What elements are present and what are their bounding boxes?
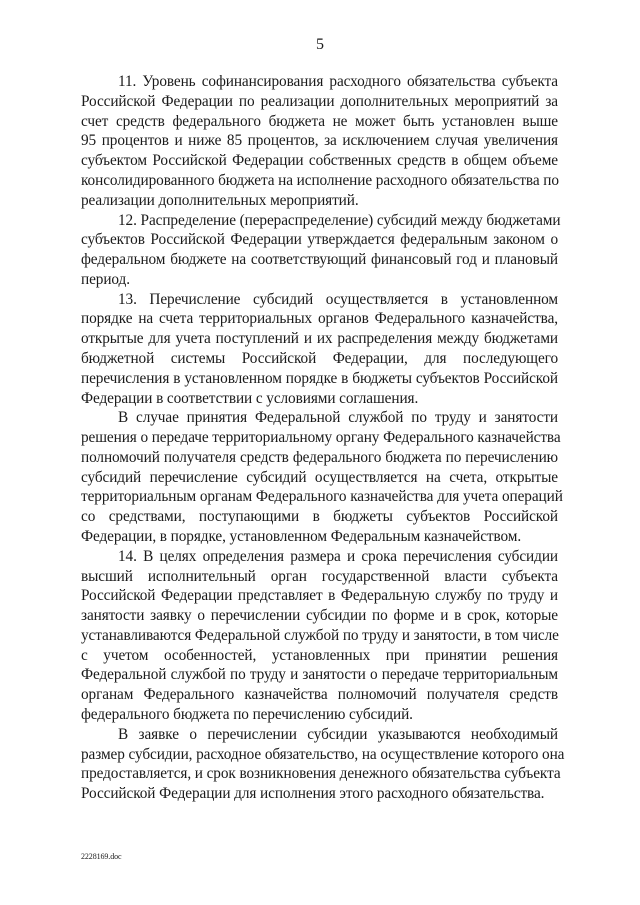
text-line: 14. В целях определения размера и срока перечисления субсидии [118, 547, 558, 565]
text-line: бюджетной системы Российской Федерации, для последующего [81, 349, 558, 367]
text-line: Федерации, в порядке, установленном Федеральным казначейством. [81, 527, 522, 545]
text-line: открытые для учета поступлений и их распределения между бюджетами [81, 330, 558, 348]
footer-filename: 2228169.doc [81, 852, 122, 861]
text-line: высший исполнительный орган государственной власти субъекта [81, 567, 558, 585]
text-line: перечисления в установленном порядке в бюджеты субъектов Российской [81, 369, 558, 387]
text-line: предоставляется, и срок возникновения денежного обязательства субъекта [81, 765, 561, 783]
text-line: период. [81, 270, 130, 288]
text-line: федеральном бюджете на соответствующий финансовый год и плановый [81, 251, 558, 268]
text-line: консолидированного бюджета на исполнение расходного обязательства по [81, 171, 559, 189]
text-line: со средствами, поступающими в бюджеты субъектов Российской [81, 508, 558, 526]
text-line: субсидий перечисление субсидий осуществляется на счета, открытые [81, 468, 558, 486]
text-line: 13. Перечисление субсидий осуществляется в установленном [118, 290, 558, 308]
text-line: территориальным органам Федерального казначейства для учета операций [81, 488, 563, 506]
text-line: субъектом Российской Федерации собственных средств в общем объеме [81, 152, 558, 170]
text-line: устанавливаются Федеральной службой по труду и занятости, в том числе [81, 626, 559, 644]
text-line: субъектов Российской Федерации утверждается федеральным законом о [81, 231, 558, 249]
text-line: 11. Уровень софинансирования расходного обязательства субъекта [118, 73, 558, 90]
text-line: Российской Федерации для исполнения этого расходного обязательства. [81, 785, 545, 803]
text-line: с учетом особенностей, установленных при принятии решения [81, 646, 558, 664]
text-line: решения о передаче территориальному органу Федерального казначейства [81, 429, 561, 446]
text-line: органам Федерального казначейства полномочий получателя средств [81, 686, 558, 704]
text-line: полномочий получателя средств федерального бюджета по перечислению [81, 448, 558, 466]
page-number: 5 [316, 36, 324, 53]
text-line: счет средств федерального бюджета не может быть установлен выше [81, 112, 558, 130]
text-line: Российской Федерации представляет в Федеральную службу по труду и [81, 587, 558, 605]
text-line: реализации дополнительных мероприятий. [81, 191, 359, 209]
text-line: В случае принятия Федеральной службой по труду и занятости [118, 409, 558, 427]
text-line: Федерации в соответствии с условиями соглашения. [81, 389, 419, 407]
text-line: 95 процентов и ниже 85 процентов, за исключением случая увеличения [81, 132, 558, 150]
text-line: порядке на счета территориальных органов Федерального казначейства, [81, 310, 558, 328]
text-line: Федеральной службой по труду и занятости о передаче территориальным [81, 666, 558, 684]
text-line: федерального бюджета по перечислению субсидий. [81, 706, 413, 723]
text-line: 12. Распределение (перераспределение) субсидий между бюджетами [118, 211, 561, 229]
text-line: занятости заявку о перечислении субсидии по форме и в срок, которые [81, 607, 558, 625]
text-line: В заявке о перечислении субсидии указываются необходимый [118, 725, 558, 743]
text-line: размер субсидии, расходное обязательство, на осуществление которого она [81, 745, 565, 763]
text-line: Российской Федерации по реализации дополнительных мероприятий за [81, 92, 558, 110]
